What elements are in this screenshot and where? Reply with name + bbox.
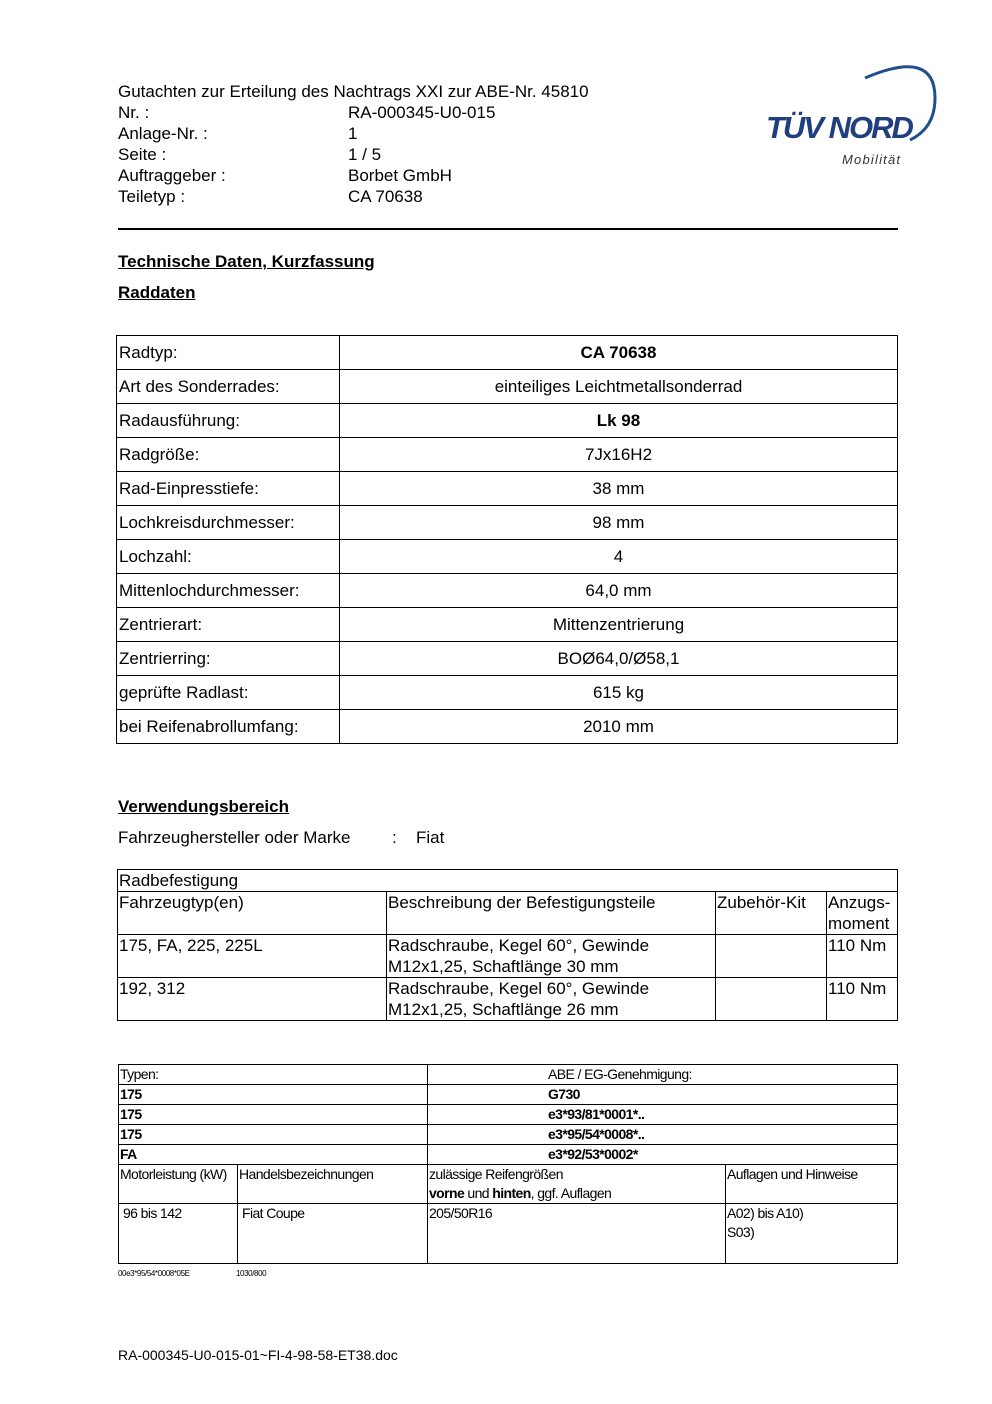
row-value: 7Jx16H2 — [340, 438, 898, 472]
table-row — [117, 472, 898, 506]
typen-typ: 175 — [119, 1085, 428, 1105]
table-row — [117, 608, 898, 642]
table-row — [117, 710, 898, 744]
col-reifen — [428, 1165, 726, 1204]
row-value: 4 — [340, 540, 898, 574]
typen-typ: 175 — [119, 1105, 428, 1125]
row-label: Mittenlochdurchmesser: — [117, 574, 340, 608]
table-row — [118, 978, 898, 1021]
table-row — [119, 1085, 898, 1105]
col-header: Beschreibung der Befestigungsteile — [387, 892, 716, 935]
header-label: Auftraggeber : — [118, 166, 226, 185]
table-row — [117, 642, 898, 676]
tuev-nord-logo — [760, 58, 940, 173]
typen-abe: e3*95/54*0008*.. — [428, 1125, 898, 1145]
row-label: geprüfte Radlast: — [117, 676, 340, 710]
header-value: 1 / 5 — [348, 145, 382, 164]
row-label: Zentrierring: — [117, 642, 340, 676]
befestigung-title: Radbefestigung — [118, 870, 898, 892]
row-label: Radausführung: — [117, 404, 340, 438]
cell-moment: 110 Nm — [827, 935, 898, 978]
table-row — [118, 935, 898, 978]
cell-kit — [716, 935, 827, 978]
cell-auflagen — [726, 1204, 898, 1264]
reifen-hinten: hinten — [492, 1185, 531, 1201]
table-row — [117, 540, 898, 574]
header-row-seite — [118, 144, 589, 165]
typen-footnote — [118, 1269, 266, 1278]
befestigung-table — [117, 869, 898, 1021]
document-header — [118, 81, 589, 207]
header-label: Teiletyp : — [118, 187, 186, 206]
logo-sub: Mobilität — [842, 152, 902, 167]
reifen-auflagen: , ggf. Auflagen — [530, 1185, 612, 1201]
raddaten-table — [116, 335, 898, 744]
table-row — [119, 1125, 898, 1145]
foot-code: 00e3*95/54*0008*05E — [118, 1269, 190, 1278]
header-row-anlage — [118, 123, 589, 144]
cell-desc: Radschraube, Kegel 60°, Gewinde M12x1,25, Schaftlänge 26 mm — [387, 978, 716, 1021]
table-header-row — [119, 1165, 898, 1204]
reifen-vorne: vorne — [429, 1185, 465, 1201]
document-footer: RA-000345-U0-015-01~FI-4-98-58-ET38.doc — [118, 1347, 398, 1363]
table-row — [119, 1204, 898, 1264]
row-value: 64,0 mm — [340, 574, 898, 608]
row-value: 38 mm — [340, 472, 898, 506]
row-value: Lk 98 — [340, 404, 898, 438]
typen-abe: e3*93/81*0001*.. — [428, 1105, 898, 1125]
col-auflagen: Auflagen und Hinweise — [726, 1165, 898, 1204]
table-row — [117, 574, 898, 608]
typen-abe: e3*92/53*0002* — [428, 1145, 898, 1165]
row-label: Lochzahl: — [117, 540, 340, 574]
table-row — [117, 676, 898, 710]
row-value: 2010 mm — [340, 710, 898, 744]
hersteller-value: Fiat — [416, 828, 445, 847]
table-row — [118, 870, 898, 892]
typen-typ: 175 — [119, 1125, 428, 1145]
header-row-nr — [118, 102, 589, 123]
cell-motor: 96 bis 142 — [119, 1204, 238, 1264]
header-value: 1 — [348, 124, 358, 143]
col-reifen-line2 — [429, 1184, 724, 1203]
table-header-row — [118, 892, 898, 935]
typen-header-typ: Typen: — [119, 1065, 428, 1085]
table-row — [119, 1145, 898, 1165]
hersteller-line — [118, 828, 444, 848]
header-label: Seite : — [118, 145, 167, 164]
col-motor: Motorleistung (kW) — [119, 1165, 238, 1204]
row-value: einteiliges Leichtmetallsonderrad — [340, 370, 898, 404]
cell-typ: 175, FA, 225, 225L — [118, 935, 387, 978]
cell-kit — [716, 978, 827, 1021]
header-row-teiletyp — [118, 186, 589, 207]
header-value: CA 70638 — [348, 187, 423, 206]
reifen-und: und — [464, 1185, 493, 1201]
typen-header-abe: ABE / EG-Genehmigung: — [428, 1065, 898, 1085]
table-row — [117, 438, 898, 472]
col-header: Anzugs-moment — [827, 892, 898, 935]
table-row — [117, 506, 898, 540]
typen-abe: G730 — [428, 1085, 898, 1105]
cell-reifen: 205/50R16 — [428, 1204, 726, 1264]
header-label: Anlage-Nr. : — [118, 124, 208, 143]
logo-brand: TÜV NORD — [766, 110, 912, 145]
col-handel: Handelsbezeichnungen — [238, 1165, 428, 1204]
row-label: bei Reifenabrollumfang: — [117, 710, 340, 744]
hersteller-sep: : — [392, 828, 397, 847]
header-value: RA-000345-U0-015 — [348, 103, 496, 122]
table-row — [117, 336, 898, 370]
row-label: Zentrierart: — [117, 608, 340, 642]
row-value: CA 70638 — [340, 336, 898, 370]
row-label: Art des Sonderrades: — [117, 370, 340, 404]
auflagen-line2: S03) — [727, 1224, 755, 1240]
hersteller-label: Fahrzeughersteller oder Marke — [118, 828, 351, 847]
cell-moment: 110 Nm — [827, 978, 898, 1021]
typen-table — [118, 1064, 898, 1264]
row-label: Lochkreisdurchmesser: — [117, 506, 340, 540]
row-label: Rad-Einpresstiefe: — [117, 472, 340, 506]
verwendung-title: Verwendungsbereich — [118, 797, 289, 816]
typen-typ: FA — [119, 1145, 428, 1165]
header-rule — [118, 228, 898, 230]
header-row-auftraggeber — [118, 165, 589, 186]
row-label: Radgröße: — [117, 438, 340, 472]
col-header: Zubehör-Kit — [716, 892, 827, 935]
col-header: Fahrzeugtyp(en) — [118, 892, 387, 935]
cell-desc: Radschraube, Kegel 60°, Gewinde M12x1,25, Schaftlänge 30 mm — [387, 935, 716, 978]
foot-num: 1030/800 — [236, 1269, 267, 1278]
table-header-row — [119, 1065, 898, 1085]
row-value: BOØ64,0/Ø58,1 — [340, 642, 898, 676]
row-label: Radtyp: — [117, 336, 340, 370]
col-reifen-line1: zulässige Reifengrößen — [429, 1166, 563, 1182]
cell-handel: Fiat Coupe — [238, 1204, 428, 1264]
table-row — [117, 404, 898, 438]
row-value: 98 mm — [340, 506, 898, 540]
row-value: 615 kg — [340, 676, 898, 710]
section-subtitle: Raddaten — [118, 283, 196, 302]
header-value: Borbet GmbH — [348, 166, 452, 185]
cell-typ: 192, 312 — [118, 978, 387, 1021]
row-value: Mittenzentrierung — [340, 608, 898, 642]
section-title: Technische Daten, Kurzfassung — [118, 252, 375, 271]
document-title: Gutachten zur Erteilung des Nachtrags XXI zur ABE-Nr. 45810 — [118, 82, 589, 101]
table-row — [119, 1105, 898, 1125]
header-label: Nr. : — [118, 103, 150, 122]
table-row — [117, 370, 898, 404]
auflagen-line1: A02) bis A10) — [727, 1205, 804, 1221]
